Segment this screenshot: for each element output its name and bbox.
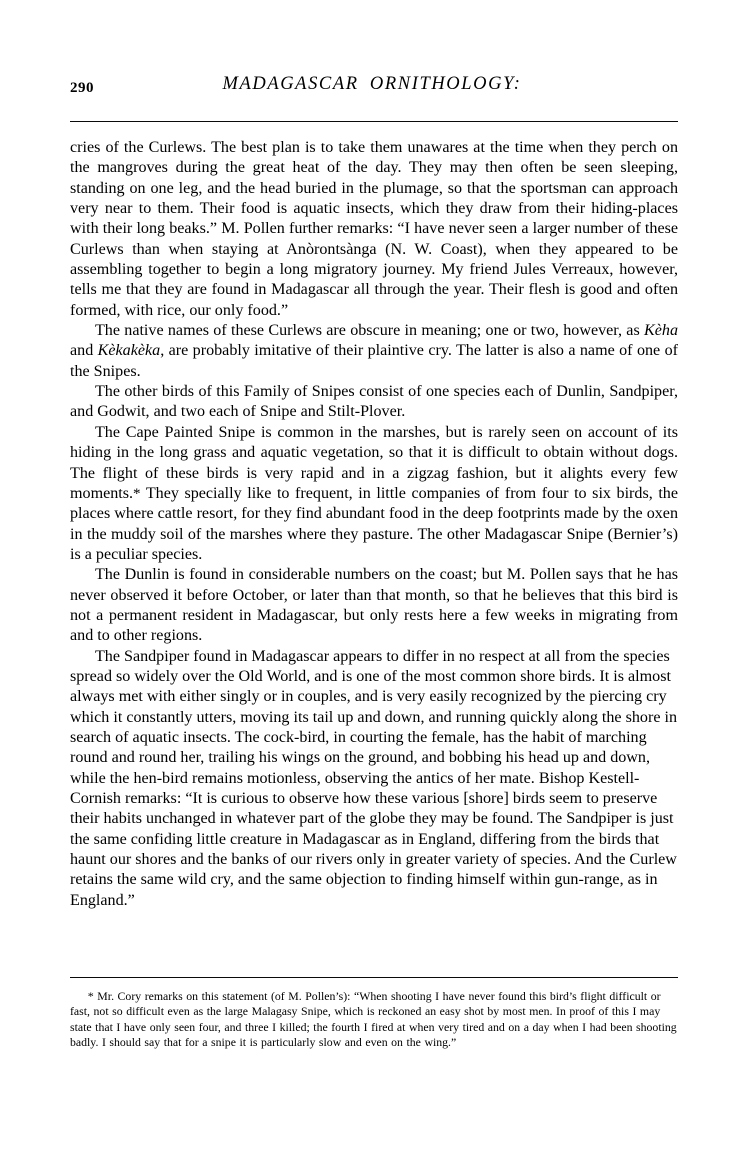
paragraph-native-names [70, 321, 678, 382]
footnote-reference-marker: * [133, 485, 141, 502]
body-text [70, 138, 678, 911]
footnote-marker: * [87, 989, 98, 1003]
footnote-paragraph [70, 989, 678, 1050]
footnote-section [70, 977, 678, 1050]
native-name-kekakeka: Kèkakèka [97, 342, 161, 360]
footnote-separator-rule [70, 977, 678, 978]
page-content [70, 0, 678, 911]
paragraph-text: and [70, 342, 98, 360]
paragraph-text: The native names of these Curlews are obscure in meaning; one or two, however, as [94, 322, 645, 340]
running-title: MADAGASCAR ORNITHOLOGY: [222, 74, 522, 94]
paragraph-cape-painted-snipe [70, 423, 678, 565]
paragraph-text: cries of the Curlews. The best plan is to take them unawares at the time when they perch on the mangroves during the great heat of the day. They may then often be seen sleeping, standing on one leg, and the head buried in the plumage, so that the sportsman can approach very near to them. Their food is aquatic insects, which they draw from their hiding-places with their long beaks.” M. Pollen further remarks: “I have never seen a larger number of these Curlews than when staying at Anòrontsànga (N. W. Coast), when they appeared to be assembling together to begin a long migratory journey. My friend Jules Verreaux, however, tells me that they are found in Madagascar all through the year. Their flesh is good and often formed, with rice, our only food.” [70, 139, 678, 319]
paragraph-text: The other birds of this Family of Snipes consist of one species each of Dunlin, Sandpiper, and Godwit, and two each of Snipe and Stilt-Plover. [70, 383, 678, 421]
paragraph-other-birds [70, 382, 678, 423]
paragraph-text: The Dunlin is found in considerable numbers on the coast; but M. Pollen says that he has never observed it before October, or later than that month, so that he believes that this bird is not a permanent resident in Madagascar, but only rests here a few weeks in migrating from and to other regions. [70, 566, 678, 645]
paragraph-text: The Sandpiper found in Madagascar appears to differ in no respect at all from the species spread so widely over the Old World, and is one of the most common shore birds. It is almost always met with either singly or in couples, and is very easily recognized by the piercing cry which it constantly utters, moving its tail up and down, and running quickly along the shore in search of aquatic insects. The cock-bird, in courting the female, has the habit of marching round and round her, trailing his wings on the ground, and bobbing his head up and down, while the hen-bird remains motionless, observing the antics of her mate. Bishop Kestell-Cornish remarks: “It is curious to observe how these various [shore] birds seem to preserve their habits unchanged in whatever part of the globe they may be found. The Sandpiper is just the same confiding little creature in Madagascar as in England, differing from the birds that haunt our shores and the banks of our rivers only in greater variety of species. And the Curlew retains the same wild cry, and the same objection to finding himself within gun-range, as in England.” [70, 647, 678, 909]
page-number: 290 [70, 80, 94, 96]
paragraph-sandpiper [70, 647, 678, 911]
paragraph-curlews-habits [70, 138, 678, 321]
native-name-keha: Kèha [644, 322, 678, 340]
header-rule [70, 121, 678, 122]
footnote-body: Mr. Cory remarks on this statement (of M. Pollen’s): “When shooting I have never found this bird’s flight difficult or fast, not so difficult even as the large Malagasy Snipe, which is reckoned an easy shot by most men. In proof of this I may state that I have only seen four, and three I killed; the fourth I fired at when very tired and on a day when I had been shooting badly. I should say that for a snipe it is particularly slow and even on the wing.” [70, 989, 677, 1049]
running-head [70, 74, 678, 118]
paragraph-dunlin [70, 565, 678, 646]
paragraph-text: They specially like to frequent, in little companies of from four to six birds, the places where cattle resort, for they find abundant food in the deep footprints made by the oxen in the muddy soil of the marshes where they pasture. The other Madagascar Snipe (Bernier’s) is a peculiar species. [70, 484, 678, 563]
paragraph-text: , are probably imitative of their plaintive cry. The latter is also a name of one of the Snipes. [70, 342, 678, 380]
footnote-text [70, 989, 678, 1050]
paragraph-text: The Cape Painted Snipe is common in the marshes, but is rarely seen on account of its hiding in the long grass and aquatic vegetation, so that it is difficult to obtain without dogs. The flight of these birds is very rapid and in a zigzag fashion, but it alights every few moments. [70, 423, 678, 502]
